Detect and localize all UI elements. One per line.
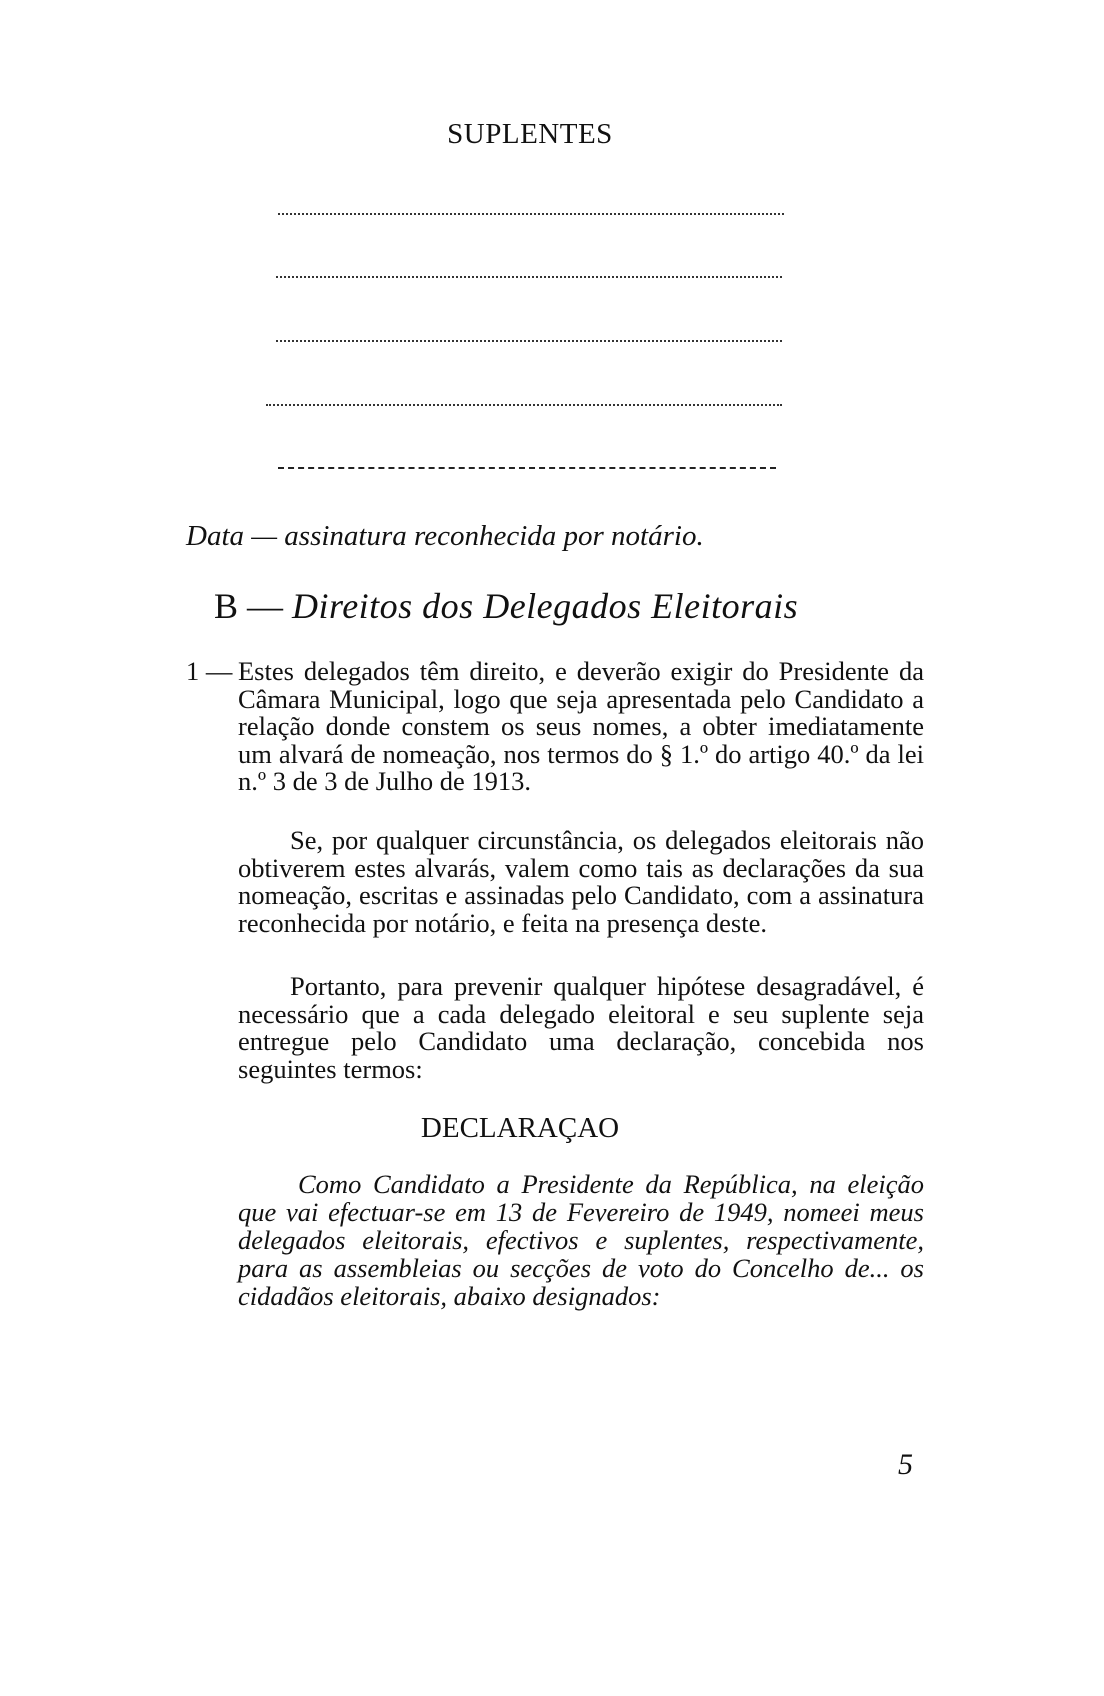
signature-note: Data — assinatura reconhecida por notário. bbox=[186, 520, 704, 552]
paragraph-number: 1 — bbox=[186, 656, 233, 686]
page-number: 5 bbox=[898, 1448, 913, 1481]
paragraph-1: Estes delegados têm direito, e deverão exigir do Presidente da Câmara Municipal, logo que seja apresentada pelo Candidato a relação donde constem os seus nomes, a obter imediatamente um alvará de nomeação, nos termos do § 1.º do artigo 40.º da lei n.º 3 de 3 de Julho de 1913. bbox=[238, 656, 924, 796]
blank-line-2 bbox=[276, 276, 782, 278]
blank-line-4 bbox=[266, 404, 782, 406]
section-dash: — bbox=[247, 586, 284, 626]
section-title-text: Direitos dos Delegados Eleitorais bbox=[292, 586, 799, 626]
declaration-text: Como Candidato a Presidente da República, na eleição que vai efectuar-se em 13 de Fevereiro de 1949, nomeei meus delegados eleitorais, efectivos e suplentes, respectivamente, para as assembleias ou secções de voto do Concelho de... os cidadãos eleitorais, abaixo designados: bbox=[238, 1169, 924, 1311]
blank-line-1 bbox=[278, 213, 784, 215]
blank-line-5 bbox=[278, 467, 776, 469]
suplentes-heading: SUPLENTES bbox=[447, 118, 613, 150]
section-title bbox=[214, 585, 798, 627]
declaration-heading: DECLARAÇAO bbox=[420, 1112, 620, 1144]
paragraph-2: Se, por qualquer circunstância, os delegados eleitorais não obtiverem estes alvarás, valem como tais as declarações da sua nomeação, escritas e assinadas pelo Candidato, com a assinatura reconhecida por notário, e feita na presença deste. bbox=[238, 825, 924, 938]
section-letter: B bbox=[214, 586, 239, 626]
paragraph-3: Portanto, para prevenir qualquer hipótese desagradável, é necessário que a cada delegado eleitoral e seu suplente seja entregue pelo Candidato uma declaração, concebida nos seguintes termos: bbox=[238, 971, 924, 1084]
blank-line-3 bbox=[276, 340, 782, 342]
